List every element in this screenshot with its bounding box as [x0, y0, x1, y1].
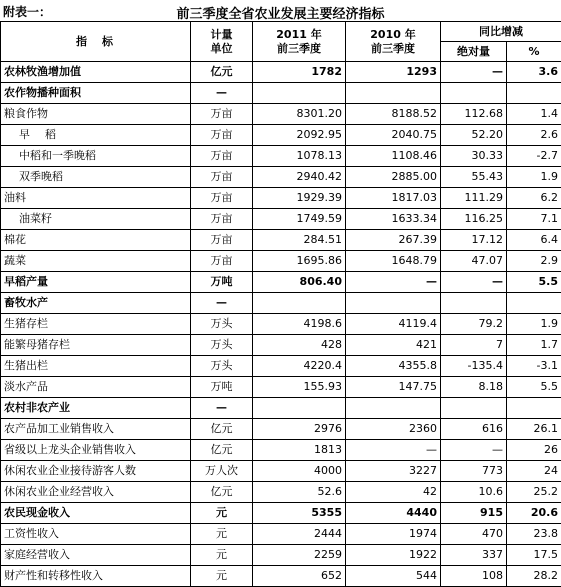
table-row [1, 545, 561, 566]
cell-unit: 万人次 [191, 461, 253, 482]
cell-percent: 3.6 [507, 62, 561, 83]
cell-2010: 421 [346, 335, 441, 356]
cell-percent: 25.2 [507, 482, 561, 503]
cell-2011: 1813 [253, 440, 346, 461]
appendix-label: 附表一： [3, 3, 51, 20]
cell-percent: -3.1 [507, 356, 561, 377]
cell-percent: 28.2 [507, 566, 561, 587]
cell-2011 [253, 398, 346, 419]
cell-percent: 6.2 [507, 188, 561, 209]
table-row [1, 440, 561, 461]
cell-absolute: 52.20 [441, 125, 507, 146]
cell-percent: 2.6 [507, 125, 561, 146]
cell-percent: 17.5 [507, 545, 561, 566]
cell-2010: 2360 [346, 419, 441, 440]
cell-absolute: 10.6 [441, 482, 507, 503]
cell-2011: 806.40 [253, 272, 346, 293]
header-line: 2010 年 [370, 28, 415, 41]
cell-indicator: 油料 [1, 188, 191, 209]
header-line: 计量 [211, 28, 233, 41]
cell-unit: 元 [191, 545, 253, 566]
cell-percent: -2.7 [507, 146, 561, 167]
cell-absolute: -135.4 [441, 356, 507, 377]
cell-percent: 26 [507, 440, 561, 461]
cell-unit: 亿元 [191, 482, 253, 503]
cell-absolute: 17.12 [441, 230, 507, 251]
cell-percent: 1.9 [507, 167, 561, 188]
cell-indicator: 省级以上龙头企业销售收入 [1, 440, 191, 461]
cell-2010: 1817.03 [346, 188, 441, 209]
table-row [1, 524, 561, 545]
cell-unit: — [191, 83, 253, 104]
cell-indicator: 淡水产品 [1, 377, 191, 398]
cell-2010: 4355.8 [346, 356, 441, 377]
cell-indicator: 农林牧渔增加值 [1, 62, 191, 83]
cell-unit: 万亩 [191, 104, 253, 125]
cell-unit: 亿元 [191, 440, 253, 461]
cell-2010: 1974 [346, 524, 441, 545]
cell-percent: 1.7 [507, 335, 561, 356]
cell-unit: 万亩 [191, 251, 253, 272]
cell-unit: 万亩 [191, 167, 253, 188]
cell-percent: 5.5 [507, 272, 561, 293]
cell-2011: 2976 [253, 419, 346, 440]
cell-indicator: 粮食作物 [1, 104, 191, 125]
cell-2010: 1648.79 [346, 251, 441, 272]
cell-unit: 亿元 [191, 419, 253, 440]
cell-percent: 1.9 [507, 314, 561, 335]
table-row [1, 83, 561, 104]
cell-absolute: — [441, 62, 507, 83]
cell-2011: 428 [253, 335, 346, 356]
cell-2011: 1695.86 [253, 251, 346, 272]
cell-2010: 1108.46 [346, 146, 441, 167]
cell-percent [507, 83, 561, 104]
table-row [1, 272, 561, 293]
cell-2010: — [346, 272, 441, 293]
cell-absolute: 111.29 [441, 188, 507, 209]
page-title: 前三季度全省农业发展主要经济指标 [0, 3, 561, 22]
table-row [1, 482, 561, 503]
cell-2011 [253, 83, 346, 104]
cell-2011: 2259 [253, 545, 346, 566]
cell-absolute: 116.25 [441, 209, 507, 230]
col-header-unit [191, 22, 253, 62]
cell-2010: 3227 [346, 461, 441, 482]
cell-2011: 4198.6 [253, 314, 346, 335]
col-header-yoy: 同比增减 [441, 22, 561, 42]
cell-percent [507, 398, 561, 419]
cell-2010: 2885.00 [346, 167, 441, 188]
cell-2011: 2092.95 [253, 125, 346, 146]
cell-indicator: 蔬菜 [1, 251, 191, 272]
cell-unit: 万亩 [191, 230, 253, 251]
cell-absolute: 7 [441, 335, 507, 356]
cell-unit: 万亩 [191, 209, 253, 230]
cell-2010 [346, 293, 441, 314]
cell-2011: 5355 [253, 503, 346, 524]
cell-2011: 4220.4 [253, 356, 346, 377]
cell-indicator: 农民现金收入 [1, 503, 191, 524]
cell-indicator: 早 稻 [1, 125, 191, 146]
col-header-percent: % [507, 42, 561, 62]
table-header-bar [0, 0, 561, 22]
cell-unit: 万头 [191, 335, 253, 356]
cell-2011 [253, 293, 346, 314]
cell-indicator: 油菜籽 [1, 209, 191, 230]
cell-unit: 万亩 [191, 125, 253, 146]
table-row [1, 251, 561, 272]
cell-percent: 23.8 [507, 524, 561, 545]
cell-percent: 5.5 [507, 377, 561, 398]
cell-indicator: 畜牧水产 [1, 293, 191, 314]
cell-2011: 4000 [253, 461, 346, 482]
cell-2010: — [346, 440, 441, 461]
cell-unit: 万吨 [191, 377, 253, 398]
table-row [1, 209, 561, 230]
cell-2011: 1929.39 [253, 188, 346, 209]
col-header-absolute: 绝对量 [441, 42, 507, 62]
table-row [1, 167, 561, 188]
table-row [1, 314, 561, 335]
cell-unit: 亿元 [191, 62, 253, 83]
cell-absolute: 112.68 [441, 104, 507, 125]
table-row [1, 335, 561, 356]
cell-2010: 147.75 [346, 377, 441, 398]
cell-absolute: 47.07 [441, 251, 507, 272]
cell-indicator: 棉花 [1, 230, 191, 251]
cell-indicator: 能繁母猪存栏 [1, 335, 191, 356]
cell-absolute: 8.18 [441, 377, 507, 398]
cell-indicator: 早稻产量 [1, 272, 191, 293]
cell-absolute [441, 293, 507, 314]
cell-indicator: 农村非农产业 [1, 398, 191, 419]
cell-unit: 万亩 [191, 188, 253, 209]
cell-unit: 元 [191, 524, 253, 545]
cell-2011: 1078.13 [253, 146, 346, 167]
cell-absolute: — [441, 440, 507, 461]
cell-2011: 155.93 [253, 377, 346, 398]
cell-2011: 284.51 [253, 230, 346, 251]
header-line: 前三季度 [371, 42, 415, 55]
table-row [1, 188, 561, 209]
cell-absolute: 616 [441, 419, 507, 440]
table-row [1, 419, 561, 440]
indicator-table [0, 21, 561, 587]
header-line: 单位 [211, 42, 233, 55]
cell-2010: 4119.4 [346, 314, 441, 335]
cell-unit: 万吨 [191, 272, 253, 293]
cell-unit: 元 [191, 566, 253, 587]
cell-2010: 1922 [346, 545, 441, 566]
cell-indicator: 工资性收入 [1, 524, 191, 545]
col-header-2010 [346, 22, 441, 62]
cell-absolute: 470 [441, 524, 507, 545]
cell-indicator: 家庭经营收入 [1, 545, 191, 566]
cell-2011: 652 [253, 566, 346, 587]
table-row [1, 377, 561, 398]
cell-indicator: 财产性和转移性收入 [1, 566, 191, 587]
cell-absolute [441, 83, 507, 104]
table-row [1, 230, 561, 251]
cell-percent: 2.9 [507, 251, 561, 272]
cell-unit: 万头 [191, 314, 253, 335]
cell-unit: — [191, 398, 253, 419]
cell-percent [507, 293, 561, 314]
cell-2011: 2940.42 [253, 167, 346, 188]
table-row [1, 566, 561, 587]
cell-absolute: 773 [441, 461, 507, 482]
cell-absolute: 55.43 [441, 167, 507, 188]
cell-absolute: 108 [441, 566, 507, 587]
cell-absolute: 30.33 [441, 146, 507, 167]
cell-absolute: 79.2 [441, 314, 507, 335]
cell-2010 [346, 398, 441, 419]
table-row [1, 398, 561, 419]
cell-unit: 万亩 [191, 146, 253, 167]
cell-percent: 6.4 [507, 230, 561, 251]
cell-unit: — [191, 293, 253, 314]
cell-percent: 26.1 [507, 419, 561, 440]
cell-unit: 万头 [191, 356, 253, 377]
cell-2011: 8301.20 [253, 104, 346, 125]
cell-indicator: 中稻和一季晚稻 [1, 146, 191, 167]
cell-2010: 2040.75 [346, 125, 441, 146]
cell-percent: 7.1 [507, 209, 561, 230]
table-row [1, 503, 561, 524]
table-row [1, 461, 561, 482]
col-header-2011 [253, 22, 346, 62]
cell-2010: 4440 [346, 503, 441, 524]
cell-2010: 267.39 [346, 230, 441, 251]
cell-percent: 1.4 [507, 104, 561, 125]
cell-2010: 42 [346, 482, 441, 503]
cell-2011: 1749.59 [253, 209, 346, 230]
table-row [1, 125, 561, 146]
cell-indicator: 生猪出栏 [1, 356, 191, 377]
table-row [1, 62, 561, 83]
table-row [1, 356, 561, 377]
cell-indicator: 农产品加工业销售收入 [1, 419, 191, 440]
cell-indicator: 休闲农业企业经营收入 [1, 482, 191, 503]
table-row [1, 146, 561, 167]
cell-absolute: 915 [441, 503, 507, 524]
cell-percent: 20.6 [507, 503, 561, 524]
cell-indicator: 双季晚稻 [1, 167, 191, 188]
cell-indicator: 休闲农业企业接待游客人数 [1, 461, 191, 482]
cell-unit: 元 [191, 503, 253, 524]
cell-2010: 1293 [346, 62, 441, 83]
cell-indicator: 农作物播种面积 [1, 83, 191, 104]
cell-2011: 52.6 [253, 482, 346, 503]
cell-2011: 2444 [253, 524, 346, 545]
cell-2011: 1782 [253, 62, 346, 83]
header-line: 前三季度 [277, 42, 321, 55]
cell-absolute [441, 398, 507, 419]
cell-2010: 544 [346, 566, 441, 587]
cell-absolute: — [441, 272, 507, 293]
header-line: 2011 年 [276, 28, 321, 41]
cell-2010 [346, 83, 441, 104]
cell-2010: 1633.34 [346, 209, 441, 230]
table-row [1, 293, 561, 314]
col-header-indicator: 指 标 [1, 22, 191, 62]
cell-indicator: 生猪存栏 [1, 314, 191, 335]
table-body [1, 62, 561, 587]
table-row [1, 104, 561, 125]
cell-2010: 8188.52 [346, 104, 441, 125]
cell-percent: 24 [507, 461, 561, 482]
cell-absolute: 337 [441, 545, 507, 566]
